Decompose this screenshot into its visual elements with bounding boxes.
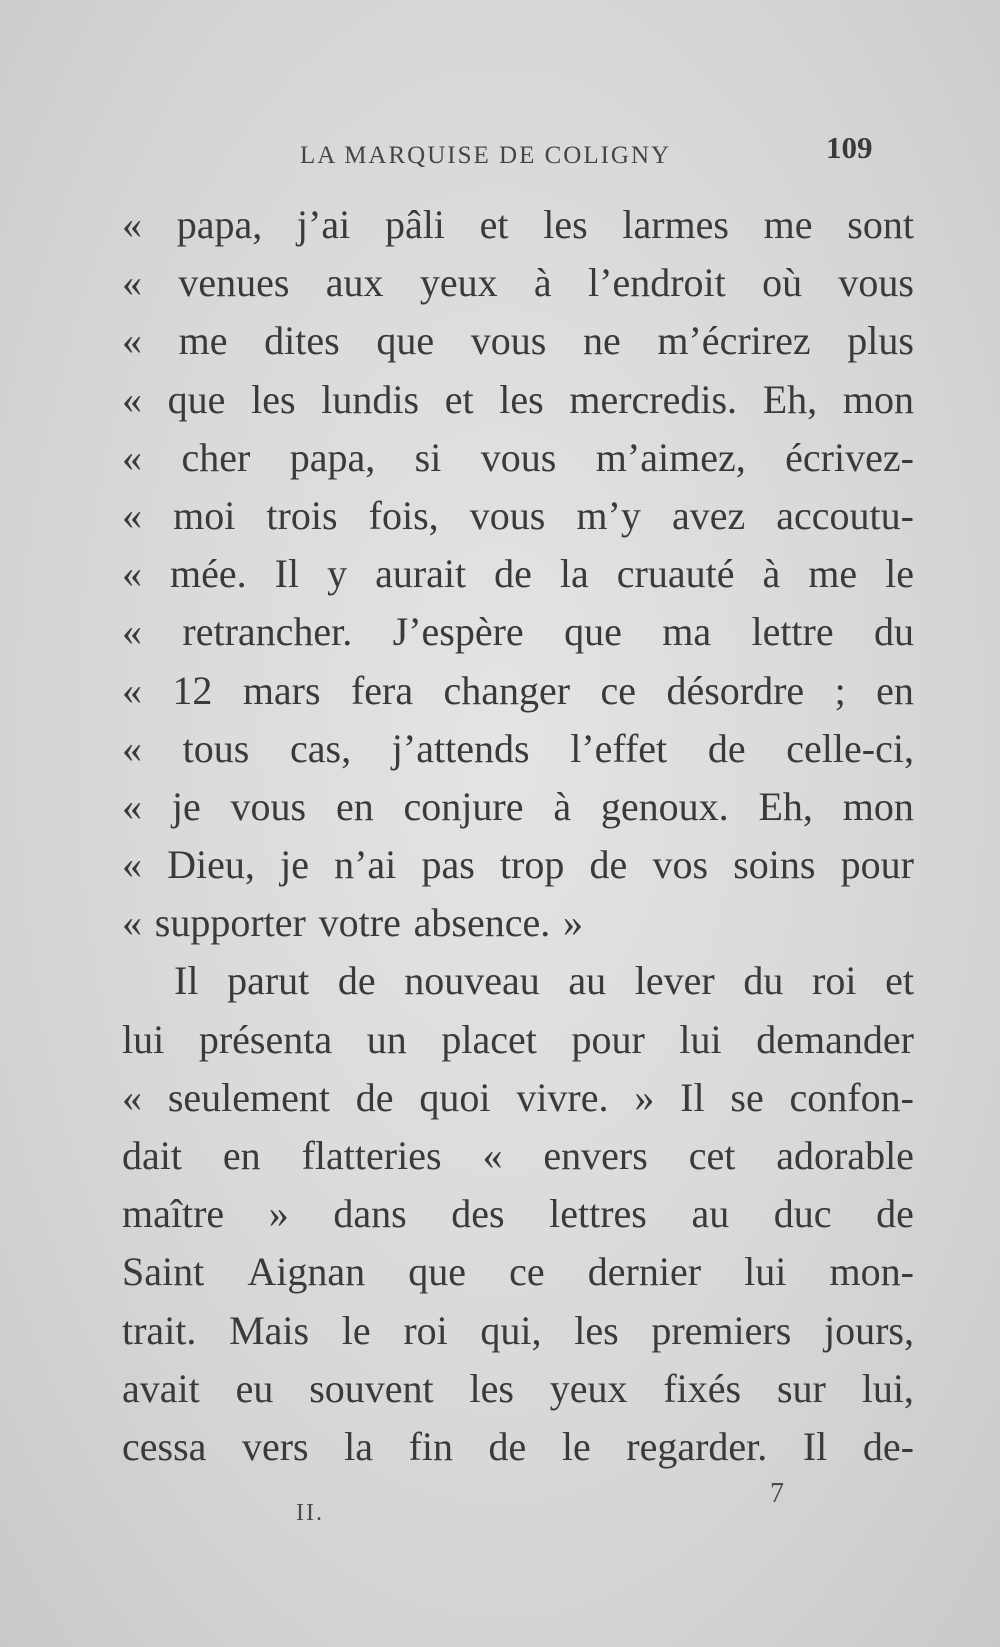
word: de [494,551,532,597]
word: lui [679,1016,722,1062]
word: j’ai [296,202,351,247]
word: fin [408,1423,453,1469]
word: votre [318,900,401,946]
word: vos [652,842,709,888]
word: ce [600,667,637,713]
word: cessa [122,1423,207,1469]
word: m’aimez, [595,434,746,480]
word: pour [571,1016,645,1062]
text-line [122,778,914,836]
word: mars [242,667,321,713]
word: la [344,1423,374,1469]
word: l’endroit [588,260,726,306]
paragraph-first-line [122,952,914,1010]
word: mon- [829,1249,914,1295]
word: yeux [549,1365,628,1411]
word: Mais [229,1307,310,1353]
word: vous [838,260,914,306]
word: dernier [587,1249,702,1295]
word: le [341,1307,371,1353]
word: dans [333,1191,407,1237]
word: m’y [576,492,641,538]
word: vous [480,434,557,480]
word: je [280,842,309,888]
word: fixés [663,1365,742,1411]
word: lui [122,1016,165,1062]
word: « [122,783,142,829]
word: « [122,434,142,480]
word: cet [688,1133,736,1178]
word: fois, [368,492,439,538]
word: le [885,551,914,597]
word: plus [847,318,914,364]
word: vivre. [516,1074,609,1120]
word: jours, [823,1307,914,1353]
signature-number: 7 [770,1478,784,1509]
text-line [122,1418,914,1476]
word: Il [174,958,199,1004]
word: que [167,376,226,422]
word: du [743,958,784,1004]
word: me [178,318,228,364]
word: la [559,551,589,597]
word: dait [122,1133,182,1178]
word: premiers [651,1307,792,1353]
word: un [366,1016,407,1062]
text-line [122,662,914,720]
word: Il [274,551,300,597]
word: 12 [172,667,213,713]
text-line [122,254,914,312]
text-line [122,1127,914,1185]
word: larmes [622,202,729,247]
word: j’attends [391,725,530,771]
word: de [589,842,628,888]
word: celle-ci, [786,725,914,771]
word: moi [173,492,236,538]
text-line [122,894,914,952]
word: cher [181,434,251,480]
word: demander [756,1016,914,1062]
word: trait. [122,1307,197,1353]
word: « [122,667,142,713]
word: en [335,783,374,829]
word: fera [350,667,414,713]
word: maître [122,1191,225,1237]
word: Dieu, [167,842,255,888]
text-line [122,1185,914,1243]
text-line [122,429,914,487]
word: aurait [375,551,467,597]
word: conjure [403,783,524,829]
word: confon- [789,1074,914,1120]
running-title: LA MARQUISE DE COLIGNY [300,142,672,169]
word: me [763,202,813,247]
word: en [876,667,914,713]
word: l’effet [570,725,668,771]
word: Eh, [758,783,813,829]
word: ; [834,667,846,713]
word: où [762,260,803,306]
word: à [533,260,552,306]
word: cas, [290,725,352,771]
word: « [122,842,142,888]
word: « [122,202,142,247]
word: absence. [413,900,551,946]
word: « [122,318,142,364]
word: » [268,1191,289,1237]
word: que [564,609,622,655]
word: adorable [776,1133,914,1178]
word: flatteries [301,1133,442,1178]
word: ce [509,1249,545,1295]
word: vers [241,1423,309,1469]
word: lever [634,958,715,1004]
word: vous [470,318,547,364]
word: « [122,260,142,306]
word: papa, [289,434,376,480]
word: duc [773,1191,832,1237]
word: « [122,900,142,946]
word: lettres [549,1191,647,1237]
word: de- [862,1423,914,1469]
word: que [408,1249,467,1295]
word: mon [842,783,914,829]
word: me [808,551,858,597]
word: soins [733,842,816,888]
word: papa, [176,202,263,247]
word: quoi [419,1074,491,1120]
word: genoux. [600,783,729,829]
word: Eh, [762,376,818,422]
word: pas [421,842,475,888]
word: vous [469,492,546,538]
word: le [561,1423,591,1469]
word: aux [325,260,384,306]
word: avait [122,1365,200,1411]
word: lundis [321,376,420,422]
word: en [222,1133,261,1178]
word: « [122,725,142,771]
page-number: 109 [826,130,873,165]
word: m’écrirez [657,318,811,364]
word: trop [499,842,565,888]
word: supporter [154,900,306,946]
word: sur [776,1365,826,1411]
word: se [730,1074,764,1120]
word: à [553,783,572,829]
word: de [876,1191,914,1237]
word: avez [671,492,746,538]
word: du [874,609,914,655]
word: « [482,1133,503,1178]
word: lettre [751,609,834,655]
word: y [327,551,348,597]
word: placet [441,1016,537,1062]
word: cruauté [616,551,735,597]
word: de [355,1074,394,1120]
word: souvent [309,1365,434,1411]
word: seulement [167,1074,330,1120]
text-line [122,545,914,603]
word: changer [443,667,571,713]
text-line [122,603,914,661]
word: à [762,551,781,597]
word: pour [840,842,914,888]
word: « [122,376,142,422]
word: et [885,958,914,1004]
word: parut [227,958,310,1004]
word: et [479,202,509,247]
text-line [122,1243,914,1301]
word: eu [235,1365,274,1411]
word: » [563,900,584,946]
word: n’ai [334,842,397,888]
text-line [122,312,914,370]
word: de [488,1423,527,1469]
word: Aignan [247,1249,366,1295]
word: lui [744,1249,787,1295]
word: que [376,318,435,364]
word: regarder. [626,1423,768,1469]
word: vous [230,783,307,829]
text-line [122,1069,914,1127]
word: accoutu- [776,492,914,538]
word: Saint [122,1249,205,1295]
word: trois [266,492,338,538]
word: qui, [480,1307,542,1353]
text-line [122,836,914,894]
word: je [171,783,201,829]
word: les [499,376,544,422]
word: mée. [170,551,247,597]
word: de [707,725,746,771]
text-line [122,1360,914,1418]
word: sont [847,202,914,247]
word: au [691,1191,730,1237]
word: venues [178,260,290,306]
text-line [122,1011,914,1069]
word: J’espère [392,609,524,655]
word: lui, [861,1365,914,1411]
word: » [634,1074,655,1120]
word: ma [662,609,712,655]
body-text [122,196,914,1476]
word: des [451,1191,505,1237]
word: mercredis. [569,376,738,422]
text-line [122,371,914,429]
word: retrancher. [182,609,353,655]
word: si [414,434,442,480]
word: tous [182,725,250,771]
word: roi [812,958,857,1004]
word: les [574,1307,619,1353]
word: au [568,958,607,1004]
word: « [122,1074,142,1120]
word: roi [403,1307,448,1353]
text-line [122,196,914,254]
word: envers [543,1133,648,1178]
word: les [251,376,296,422]
word: de [337,958,376,1004]
word: Il [680,1074,705,1120]
word: ne [582,318,621,364]
word: yeux [419,260,498,306]
word: « [122,609,142,655]
word: et [444,376,474,422]
word: Il [802,1423,828,1469]
word: écrivez- [785,434,914,480]
text-line [122,1302,914,1360]
word: « [122,551,142,597]
word: désordre [666,667,805,713]
word: les [469,1365,514,1411]
text-line [122,487,914,545]
word: « [122,492,142,538]
signature-volume: II. [296,1500,324,1526]
word: pâli [384,202,445,247]
word: dites [264,318,340,364]
text-line [122,720,914,778]
word: nouveau [404,958,540,1004]
word: présenta [198,1016,333,1062]
word: les [543,202,588,247]
word: mon [842,376,914,422]
